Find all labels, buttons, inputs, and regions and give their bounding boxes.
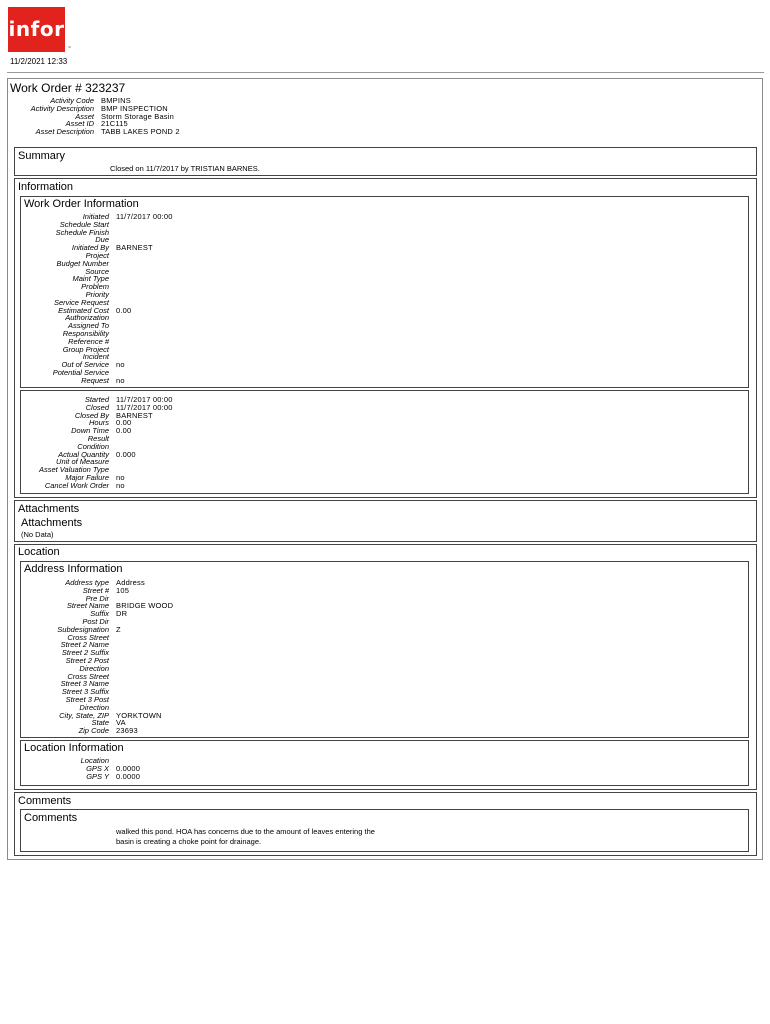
- field-label: Potential Service: [52, 367, 109, 377]
- field-row: [10, 113, 180, 121]
- field-value: [109, 466, 116, 474]
- field-value: [109, 757, 116, 765]
- work-order-status-fields: [10, 396, 173, 490]
- field-row: [10, 377, 173, 385]
- field-label: Street 3 Suffix: [61, 687, 109, 697]
- attachments-empty-text: (No Data): [21, 530, 54, 539]
- field-label: Problem: [81, 282, 109, 292]
- field-label: Result: [87, 433, 109, 443]
- field-label: Street 2 Name: [60, 640, 109, 650]
- field-label: Activity Description: [30, 103, 94, 113]
- work-order-information-heading: Work Order Information: [24, 198, 139, 210]
- field-value: [109, 260, 116, 268]
- field-value: 11/7/2017 00:00: [116, 402, 173, 412]
- field-label: Activity Code: [50, 96, 94, 105]
- field-label: Street Name: [66, 601, 109, 611]
- field-label: Asset ID: [65, 119, 94, 129]
- field-label: Direction: [79, 702, 109, 712]
- location-information-fields: [10, 757, 140, 780]
- field-label: Subdesignation: [57, 624, 109, 634]
- comments-subheading: Comments: [24, 812, 78, 824]
- field-label: Asset Description: [35, 127, 94, 137]
- field-value: no: [116, 360, 125, 370]
- field-value: 0.000: [116, 449, 136, 459]
- field-label: Authorization: [65, 313, 109, 323]
- field-value: [109, 330, 116, 338]
- field-label: Asset Valuation Type: [38, 465, 109, 475]
- field-value: [109, 314, 116, 322]
- field-value: [109, 299, 116, 307]
- field-label: Street #: [82, 585, 109, 595]
- infor-logo: infor: [8, 7, 65, 52]
- field-row: [10, 229, 173, 237]
- field-value: [109, 458, 116, 466]
- field-value: 0.00: [116, 418, 132, 428]
- field-label: City, State, ZIP: [59, 710, 109, 720]
- field-value: BMPINS: [101, 96, 131, 105]
- field-value: no: [116, 472, 125, 482]
- address-information-fields: [10, 579, 173, 735]
- field-value: [109, 236, 116, 244]
- field-value: BMP INSPECTION: [101, 103, 168, 113]
- field-value: [109, 696, 116, 704]
- field-label: Unit of Measure: [56, 457, 109, 467]
- field-value: BARNEST: [116, 243, 153, 253]
- field-row: [10, 773, 140, 781]
- field-label: Street 3 Name: [60, 679, 109, 689]
- comment-line-1: walked this pond. HOA has concerns due to the amount of leaves entering the: [116, 827, 375, 836]
- field-label: Responsibility: [62, 328, 109, 338]
- location-information-heading: Location Information: [24, 742, 124, 754]
- field-value: [109, 221, 116, 229]
- field-value: [109, 443, 116, 451]
- attachments-section: [14, 500, 757, 542]
- work-order-fields: [10, 97, 180, 136]
- field-value: 11/7/2017 00:00: [116, 395, 173, 404]
- field-label: Post Dir: [82, 616, 109, 626]
- field-value: [109, 322, 116, 330]
- field-label: Address type: [65, 578, 109, 587]
- field-label: Schedule Start: [59, 219, 109, 229]
- field-label: Maint Type: [72, 274, 109, 284]
- field-value: [109, 688, 116, 696]
- field-value: 0.00: [116, 426, 132, 436]
- field-value: [109, 252, 116, 260]
- summary-text: Closed on 11/7/2017 by TRISTIAN BARNES.: [110, 164, 260, 173]
- field-value: [109, 595, 116, 603]
- field-label: Due: [95, 235, 109, 245]
- field-value: 11/7/2017 00:00: [116, 212, 173, 221]
- field-value: [109, 229, 116, 237]
- field-value: [109, 665, 116, 673]
- field-label: Initiated: [82, 212, 109, 221]
- field-value: YORKTOWN: [116, 710, 162, 720]
- field-label: Priority: [85, 289, 109, 299]
- field-value: [109, 649, 116, 657]
- field-label: Cross Street: [67, 671, 109, 681]
- field-row: [10, 482, 173, 490]
- header-divider: [7, 72, 764, 73]
- field-value: [109, 338, 116, 346]
- field-value: Address: [116, 578, 145, 587]
- field-value: [109, 346, 116, 354]
- print-timestamp: 11/2/2021 12:33: [10, 57, 68, 66]
- field-label: Out of Service: [61, 360, 109, 370]
- trademark-mark: ™: [67, 45, 71, 50]
- field-label: Major Failure: [65, 472, 109, 482]
- field-value: [109, 291, 116, 299]
- field-label: Assigned To: [67, 321, 109, 331]
- field-row: [10, 727, 173, 735]
- field-value: [109, 435, 116, 443]
- field-label: Cancel Work Order: [44, 480, 109, 490]
- location-heading: Location: [18, 546, 60, 558]
- field-label: Initiated By: [71, 243, 109, 253]
- field-value: [109, 673, 116, 681]
- field-value: [109, 353, 116, 361]
- attachments-heading: Attachments: [18, 503, 80, 515]
- field-value: [109, 641, 116, 649]
- field-label: Group Project: [62, 344, 109, 354]
- field-value: no: [116, 375, 125, 385]
- field-label: Location: [80, 756, 109, 765]
- field-label: Zip Code: [78, 726, 109, 736]
- field-label: State: [91, 718, 109, 728]
- field-label: Asset: [75, 111, 94, 121]
- field-label: Closed: [85, 402, 109, 412]
- field-label: Started: [84, 395, 109, 404]
- work-order-title: Work Order # 323237: [10, 81, 126, 95]
- field-value: 23693: [116, 726, 138, 736]
- field-label: Hours: [88, 418, 109, 428]
- field-label: Actual Quantity: [58, 449, 109, 459]
- field-label: GPS Y: [86, 771, 109, 781]
- field-value: [109, 618, 116, 626]
- address-information-heading: Address Information: [24, 563, 123, 575]
- field-label: Estimated Cost: [58, 305, 109, 315]
- field-label: Street 2 Suffix: [61, 648, 109, 658]
- comment-line-2: basin is creating a choke point for drainage.: [116, 837, 262, 846]
- field-value: Z: [116, 624, 121, 634]
- field-value: [109, 283, 116, 291]
- comments-heading: Comments: [18, 795, 72, 807]
- field-value: [109, 704, 116, 712]
- field-value: [109, 268, 116, 276]
- field-value: [109, 275, 116, 283]
- field-label: Down Time: [71, 426, 109, 436]
- field-value: [109, 369, 116, 377]
- field-value: [109, 657, 116, 665]
- information-heading: Information: [18, 181, 74, 193]
- field-value: [109, 680, 116, 688]
- field-value: BRIDGE WOOD: [116, 601, 174, 611]
- field-value: DR: [116, 609, 128, 619]
- field-label: Budget Number: [56, 258, 109, 268]
- field-label: Pre Dir: [85, 593, 109, 603]
- field-value: 0.0000: [116, 771, 141, 781]
- field-label: Schedule Finish: [55, 227, 109, 237]
- field-label: Closed By: [74, 410, 109, 420]
- field-label: Service Request: [53, 297, 109, 307]
- field-label: Project: [85, 250, 109, 260]
- field-label: Condition: [77, 441, 109, 451]
- field-value: 0.0000: [116, 763, 141, 773]
- field-label: Reference #: [68, 336, 109, 346]
- field-label: Request: [81, 375, 109, 385]
- field-label: Direction: [79, 663, 109, 673]
- field-value: Storm Storage Basin: [101, 111, 174, 121]
- field-row: [10, 128, 180, 136]
- field-value: [109, 634, 116, 642]
- field-label: Cross Street: [67, 632, 109, 642]
- field-label: Incident: [82, 352, 109, 362]
- field-value: 21C115: [101, 119, 128, 129]
- field-label: Street 3 Post: [65, 694, 109, 704]
- field-label: GPS X: [86, 763, 109, 773]
- field-value: no: [116, 480, 125, 490]
- field-value: 105: [116, 585, 130, 595]
- field-value: TABB LAKES POND 2: [101, 127, 180, 137]
- field-label: Source: [85, 266, 109, 276]
- field-label: Suffix: [90, 609, 109, 619]
- work-order-information-fields: [10, 213, 173, 385]
- summary-heading: Summary: [18, 150, 66, 162]
- field-value: BARNEST: [116, 410, 153, 420]
- attachments-subheading: Attachments: [21, 517, 83, 529]
- field-value: 0.00: [116, 305, 132, 315]
- field-value: VA: [116, 718, 126, 728]
- field-label: Street 2 Post: [65, 655, 109, 665]
